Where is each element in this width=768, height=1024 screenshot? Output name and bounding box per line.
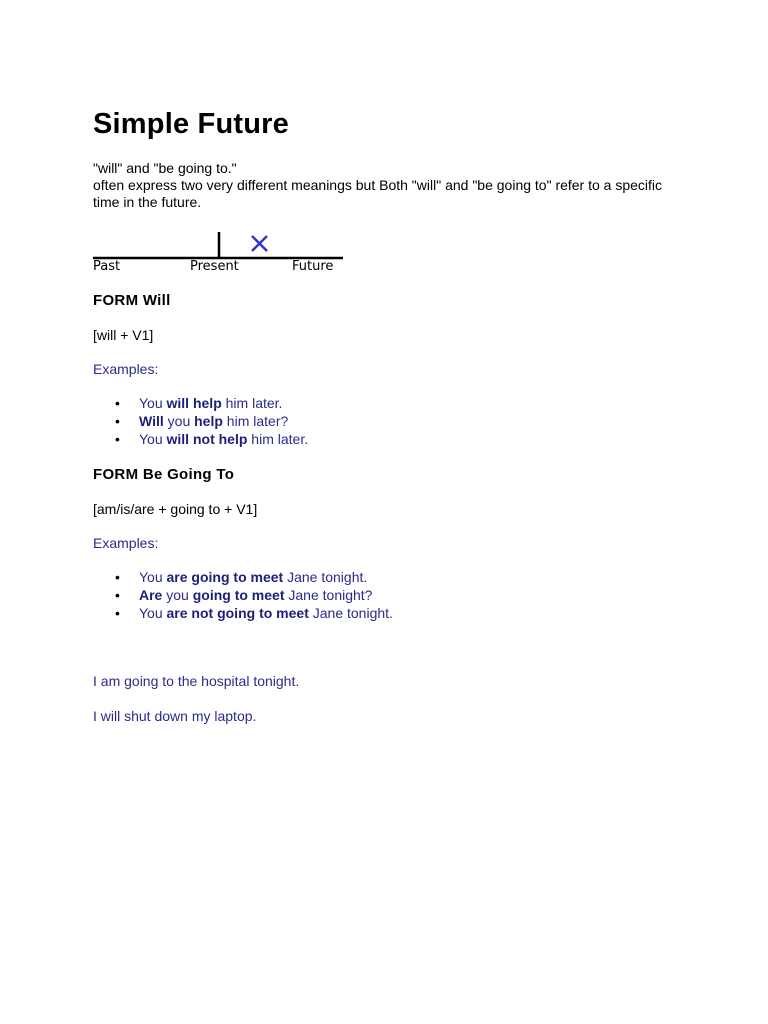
timeline-diagram [93,226,345,278]
intro-line-1: "will" and "be going to." [93,160,237,176]
intro-line-2: often express two very different meanings but Both "will" and "be going to" refer to a specific time in the future. [93,177,663,210]
section-heading-will: FORM Will [93,292,171,309]
page-title: Simple Future [93,108,289,140]
intro-text [93,160,683,211]
will-examples-list [93,394,308,448]
timeline-label-present: Present [190,259,239,274]
list-item: • You are not going to meet Jane tonight. [93,604,393,622]
list-item: • Will you help him later? [93,412,308,430]
list-item: • You are going to meet Jane tonight. [93,568,393,586]
will-examples-label: Examples: [93,361,159,377]
be-going-to-examples-label: Examples: [93,535,159,551]
future-marker-x [252,236,267,251]
be-going-to-examples-list [93,568,393,622]
timeline-label-future: Future [292,259,334,274]
will-formula: [will + V1] [93,327,154,343]
example-sentence-1: I am going to the hospital tonight. [93,673,300,689]
timeline-label-past: Past [93,259,121,274]
example-sentence-2: I will shut down my laptop. [93,708,257,724]
timeline-graphic [93,226,345,262]
list-item: • You will not help him later. [93,430,308,448]
be-going-to-formula: [am/is/are + going to + V1] [93,501,258,517]
list-item: • You will help him later. [93,394,308,412]
list-item: • Are you going to meet Jane tonight? [93,586,393,604]
section-heading-be-going-to: FORM Be Going To [93,466,235,483]
